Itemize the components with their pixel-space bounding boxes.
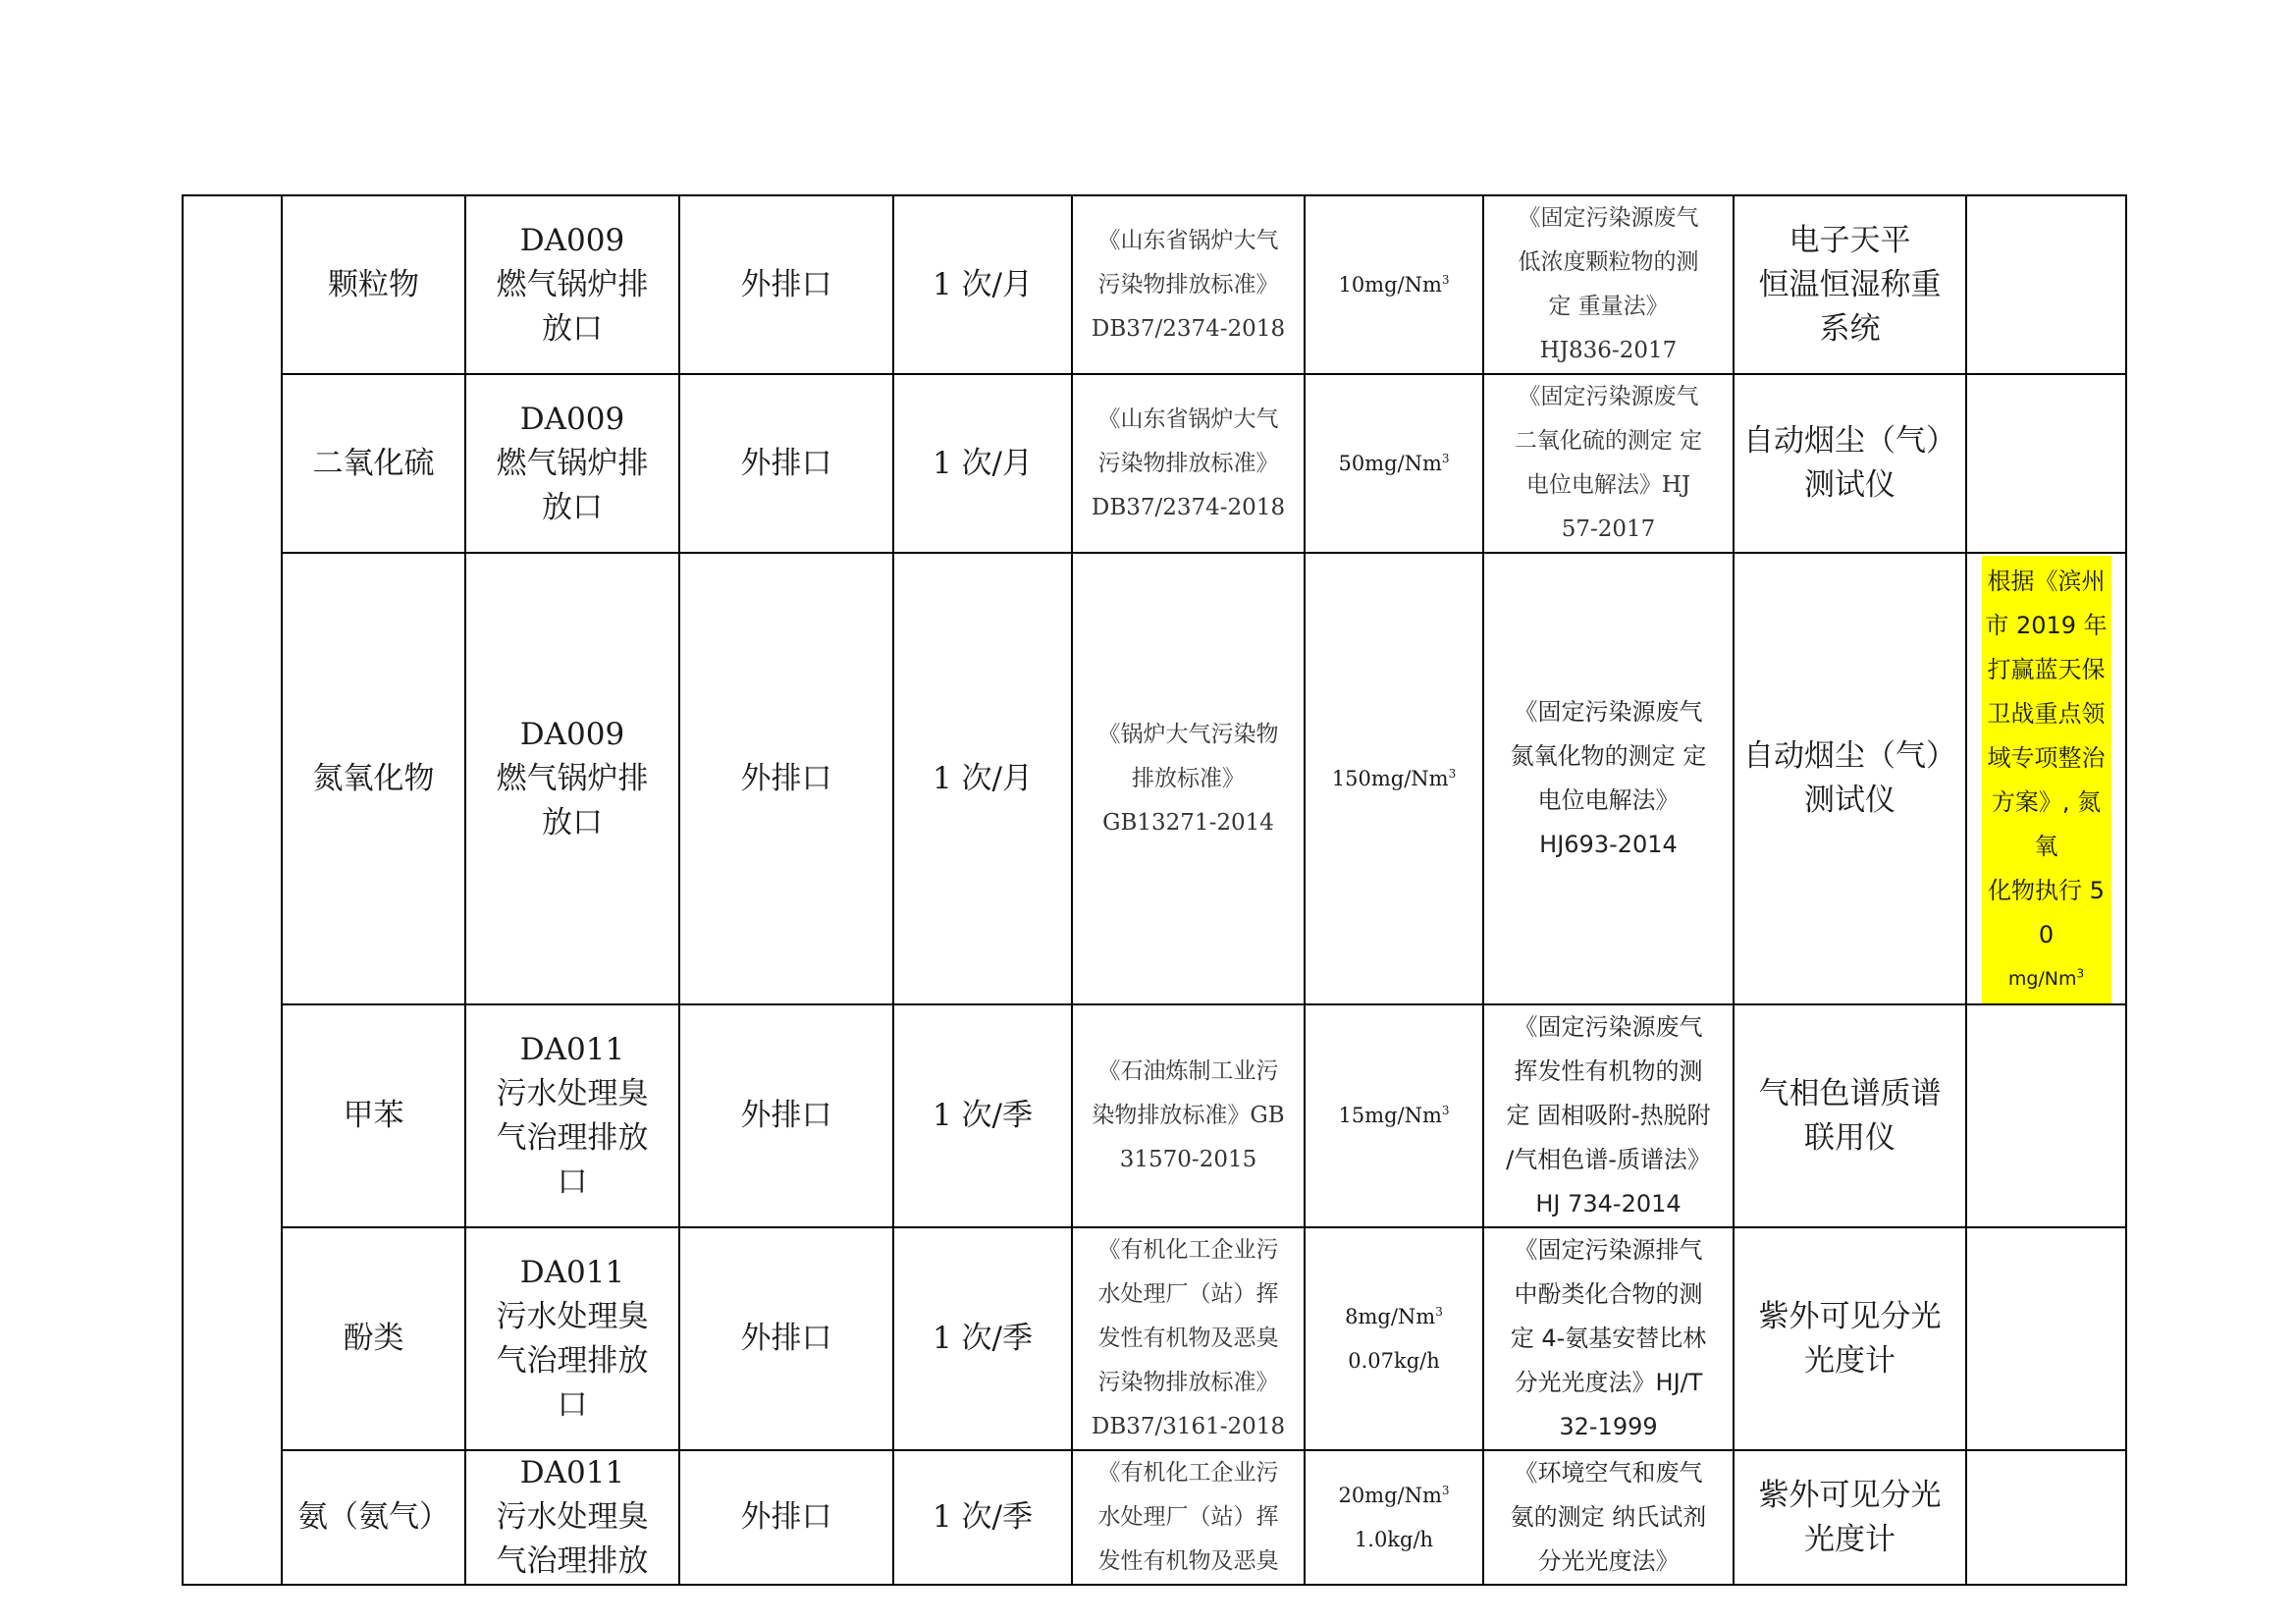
outlet-line: 污水处理臭	[496, 1298, 649, 1334]
limit-value-text: 150mg/Nm	[1331, 766, 1449, 790]
limit-cell	[1305, 195, 1483, 374]
method-line: 《固定污染源排气	[1514, 1236, 1703, 1264]
instrument-line: 自动烟尘（气）	[1743, 423, 1956, 459]
outlet-line: 放口	[542, 804, 603, 840]
pollutant-cell: 氮氧化物	[282, 553, 465, 1004]
method-cell	[1483, 195, 1734, 374]
limit-value-text: 20mg/Nm	[1338, 1483, 1442, 1507]
table-row	[183, 374, 2126, 553]
limit-value	[1311, 1295, 1476, 1339]
instrument-line: 光度计	[1804, 1342, 1896, 1379]
pollutant-cell: 氨（氨气）	[282, 1450, 465, 1585]
location-cell: 外排口	[679, 1450, 893, 1585]
table-row	[183, 1227, 2126, 1450]
table-row	[183, 1004, 2126, 1227]
method-line: 57-2017	[1561, 516, 1656, 542]
limit-cell	[1305, 1004, 1483, 1227]
limit-value	[1311, 263, 1476, 307]
standard-line: 《山东省锅炉大气	[1097, 406, 1279, 432]
method-line: 中酚类化合物的测	[1514, 1280, 1703, 1308]
frequency-cell: 1 次/季	[893, 1227, 1072, 1450]
standard-line: 水处理厂（站）挥	[1097, 1504, 1279, 1530]
method-line: HJ836-2017	[1539, 338, 1678, 363]
location-cell: 外排口	[679, 553, 893, 1004]
outlet-cell	[465, 553, 679, 1004]
instrument-cell	[1734, 1227, 1966, 1450]
pollutant-cell: 二氧化硫	[282, 374, 465, 553]
instrument-cell	[1734, 553, 1966, 1004]
table-row	[183, 195, 2126, 374]
limit-cell	[1305, 553, 1483, 1004]
instrument-cell	[1734, 1450, 1966, 1585]
outlet-cell	[465, 1227, 679, 1450]
method-line: HJ 734-2014	[1535, 1190, 1682, 1218]
location-cell: 外排口	[679, 1004, 893, 1227]
outlet-line: DA009	[519, 222, 625, 258]
note-cell	[1966, 1004, 2126, 1227]
limit-value	[1311, 442, 1476, 486]
note-line: 根据《滨州	[1987, 568, 2106, 595]
instrument-line: 测试仪	[1804, 783, 1896, 818]
method-cell	[1483, 1450, 1734, 1585]
outlet-line: 气治理排放	[496, 1342, 649, 1379]
limit-cell	[1305, 1450, 1483, 1585]
frequency-cell: 1 次/月	[893, 553, 1072, 1004]
method-line: 32-1999	[1559, 1413, 1658, 1440]
limit-cell	[1305, 374, 1483, 553]
instrument-line: 电子天平	[1789, 222, 1911, 258]
outlet-line: 燃气锅炉排	[496, 760, 649, 796]
instrument-line: 系统	[1819, 310, 1881, 347]
outlet-line: DA009	[519, 401, 625, 437]
table-row	[183, 553, 2126, 1004]
limit-value-sup: 3	[1448, 766, 1457, 781]
method-cell	[1483, 1004, 1734, 1227]
outlet-line: DA011	[519, 1031, 625, 1067]
outlet-cell	[465, 195, 679, 374]
standard-line: DB37/3161-2018	[1091, 1414, 1286, 1439]
note-unit-text: mg/Nm	[2007, 968, 2077, 990]
limit-rate: 1.0kg/h	[1354, 1527, 1434, 1551]
instrument-line: 光度计	[1804, 1521, 1896, 1557]
method-line: 定 4-氨基安替比林	[1510, 1325, 1707, 1352]
limit-value-sup: 3	[1441, 451, 1450, 465]
outlet-line: DA011	[519, 1254, 625, 1290]
method-line: 《固定污染源废气	[1514, 698, 1703, 726]
pollutant-cell: 酚类	[282, 1227, 465, 1450]
standard-cell	[1072, 1004, 1305, 1227]
outlet-line: 污水处理臭	[496, 1075, 649, 1111]
limit-cell	[1305, 1227, 1483, 1450]
standard-line: 污染物排放标准》	[1097, 271, 1279, 298]
standard-line: 《有机化工企业污	[1097, 1237, 1279, 1263]
limit-value-sup: 3	[1441, 272, 1450, 287]
standard-line: 《石油炼制工业污	[1097, 1058, 1279, 1084]
method-line: 《固定污染源废气	[1514, 1013, 1703, 1041]
limit-value	[1311, 1474, 1476, 1518]
outlet-line: 燃气锅炉排	[496, 266, 649, 302]
instrument-line: 紫外可见分光	[1758, 1477, 1942, 1513]
note-line: 方案》, 氮氧	[1991, 788, 2102, 860]
pollutant-cell: 甲苯	[282, 1004, 465, 1227]
standard-cell	[1072, 1227, 1305, 1450]
instrument-cell	[1734, 1004, 1966, 1227]
frequency-cell: 1 次/月	[893, 195, 1072, 374]
standard-line: 《山东省锅炉大气	[1097, 227, 1279, 253]
note-line: 卫战重点领	[1987, 700, 2106, 728]
method-line: 氮氧化物的测定 定	[1510, 742, 1707, 770]
method-line: 《固定污染源废气	[1518, 384, 1699, 409]
method-line: 定 重量法》	[1548, 294, 1669, 319]
method-cell	[1483, 553, 1734, 1004]
instrument-line: 测试仪	[1804, 467, 1896, 503]
outlet-line: 气治理排放	[496, 1119, 649, 1156]
instrument-line: 联用仪	[1804, 1119, 1896, 1156]
standard-line: 发性有机物及恶臭	[1097, 1326, 1279, 1351]
note-line: 市 2019 年	[1985, 612, 2108, 639]
location-cell: 外排口	[679, 1227, 893, 1450]
outlet-cell	[465, 374, 679, 553]
note-cell	[1966, 1227, 2126, 1450]
note-unit	[1982, 957, 2111, 1001]
outlet-line: DA009	[519, 716, 625, 752]
note-cell	[1966, 553, 2126, 1004]
standard-line: 《锅炉大气污染物	[1097, 721, 1279, 747]
outlet-line: 放口	[542, 310, 603, 347]
method-line: 《固定污染源废气	[1518, 205, 1699, 231]
instrument-cell	[1734, 195, 1966, 374]
table-row	[183, 1450, 2126, 1585]
instrument-line: 恒温恒湿称重	[1758, 266, 1942, 302]
method-line: 二氧化硫的测定 定	[1514, 428, 1703, 454]
standard-line: DB37/2374-2018	[1091, 494, 1286, 520]
outlet-line: DA011	[519, 1455, 625, 1490]
note-line: 域专项整治	[1987, 744, 2106, 772]
standard-cell	[1072, 1450, 1305, 1585]
standard-line: 发性有机物及恶臭	[1097, 1548, 1279, 1574]
method-line: 定 固相吸附-热脱附	[1506, 1102, 1711, 1129]
method-cell	[1483, 1227, 1734, 1450]
instrument-line: 自动烟尘（气）	[1743, 738, 1956, 774]
outlet-line: 放口	[542, 489, 603, 525]
method-cell	[1483, 374, 1734, 553]
method-line: 电位电解法》	[1537, 786, 1680, 814]
pollutant-cell: 颗粒物	[282, 195, 465, 374]
note-line: 化物执行 50	[1988, 877, 2105, 948]
limit-value-text: 50mg/Nm	[1338, 451, 1442, 475]
standard-line: 污染物排放标准》	[1097, 450, 1279, 476]
standard-line: 水处理厂（站）挥	[1097, 1281, 1279, 1307]
method-line: 挥发性有机物的测	[1514, 1057, 1703, 1085]
outlet-line: 口	[557, 1164, 588, 1200]
outlet-line: 口	[557, 1386, 588, 1423]
limit-value-text: 8mg/Nm	[1345, 1304, 1436, 1328]
instrument-line: 紫外可见分光	[1758, 1298, 1942, 1334]
frequency-cell: 1 次/月	[893, 374, 1072, 553]
category-cell	[183, 195, 282, 1585]
standard-line: 《有机化工企业污	[1097, 1460, 1279, 1486]
limit-value-sup: 3	[1441, 1104, 1450, 1117]
method-line: 分光光度法》	[1537, 1547, 1680, 1575]
standard-cell	[1072, 195, 1305, 374]
outlet-line: 气治理排放	[496, 1543, 649, 1579]
method-line: 《环境空气和废气	[1514, 1459, 1703, 1487]
location-cell: 外排口	[679, 195, 893, 374]
instrument-cell	[1734, 374, 1966, 553]
limit-value-sup: 3	[1435, 1304, 1443, 1319]
standard-line: GB13271-2014	[1102, 809, 1274, 836]
standard-line: 31570-2015	[1119, 1147, 1257, 1172]
note-cell	[1966, 374, 2126, 553]
note-cell	[1966, 1450, 2126, 1585]
monitoring-table	[182, 194, 2127, 1586]
limit-rate: 0.07kg/h	[1348, 1348, 1440, 1373]
standard-line: DB37/2374-2018	[1091, 315, 1286, 342]
note-cell	[1966, 195, 2126, 374]
outlet-line: 燃气锅炉排	[496, 445, 649, 481]
standard-cell	[1072, 374, 1305, 553]
note-line: 打赢蓝天保	[1987, 656, 2106, 683]
standard-line: 排放标准》	[1132, 765, 1245, 791]
highlighted-note	[1982, 556, 2111, 1003]
method-line: 电位电解法》HJ	[1525, 472, 1691, 498]
limit-value-sup: 3	[1441, 1483, 1450, 1497]
frequency-cell: 1 次/季	[893, 1004, 1072, 1227]
method-line: 低浓度颗粒物的测	[1518, 249, 1699, 275]
method-line: 氨的测定 纳氏试剂	[1510, 1503, 1707, 1531]
location-cell: 外排口	[679, 374, 893, 553]
standard-cell	[1072, 553, 1305, 1004]
method-line: 分光光度法》HJ/T	[1514, 1369, 1703, 1396]
frequency-cell: 1 次/季	[893, 1450, 1072, 1585]
outlet-cell	[465, 1450, 679, 1585]
note-unit-sup: 3	[2076, 966, 2085, 981]
limit-value-text: 10mg/Nm	[1338, 272, 1442, 297]
limit-value	[1311, 1094, 1476, 1138]
limit-value-text: 15mg/Nm	[1338, 1104, 1442, 1127]
standard-line: 污染物排放标准》	[1097, 1370, 1279, 1395]
limit-value	[1311, 757, 1476, 801]
outlet-cell	[465, 1004, 679, 1227]
method-line: /气相色谱-质谱法》	[1506, 1146, 1711, 1173]
outlet-line: 污水处理臭	[496, 1499, 649, 1535]
standard-line: 染物排放标准》GB	[1092, 1103, 1285, 1128]
method-line: HJ693-2014	[1539, 831, 1678, 858]
instrument-line: 气相色谱质谱	[1758, 1075, 1942, 1111]
